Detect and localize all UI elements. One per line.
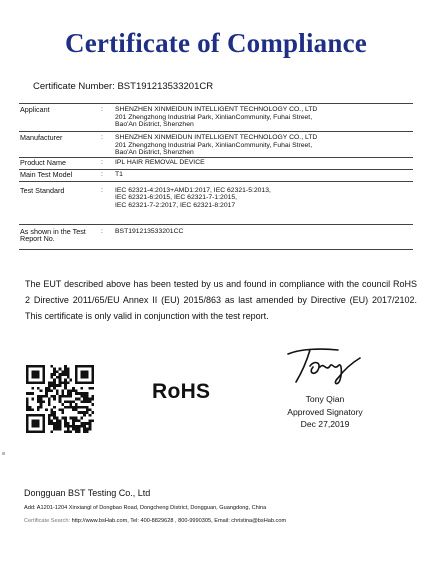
row-colon: : (98, 181, 115, 224)
applicant-value (115, 104, 413, 132)
signatory-role: Approved Signatory (287, 406, 363, 417)
table-row (19, 224, 413, 249)
row-label-test-report: As shown in the Test Report No. (19, 224, 98, 249)
company-name: Dongguan BST Testing Co., Ltd (24, 488, 151, 498)
row-colon: : (98, 132, 115, 158)
signatory-block (262, 393, 388, 431)
value-line: Bao'An District, Shenzhen (115, 121, 194, 129)
table-row (19, 181, 413, 224)
value-line: T1 (115, 170, 123, 178)
test-report-value (115, 224, 413, 249)
value-line: IEC 62321-6:2015, IEC 62321-7-1:2015, (115, 194, 238, 202)
value-line: IEC 62321-7-2:2017, IEC 62321-8:2017 (115, 201, 236, 209)
row-colon: : (98, 104, 115, 132)
value-line: SHENZHEN XINMEIDUN INTELLIGENT TECHNOLOGY CO., LTD (115, 134, 318, 141)
row-label-applicant: Applicant (19, 104, 98, 132)
test-standard-value (115, 181, 413, 224)
manufacturer-value (115, 132, 413, 158)
value-line: Bao'An District, Shenzhen (115, 149, 194, 157)
certificate-info-table (19, 103, 413, 250)
product-name-value (115, 157, 413, 169)
value-line: 201 Zhengzhong Industrial Park, XinlianCommunity, Fuhai Street, (115, 141, 313, 149)
qr-code (26, 365, 94, 433)
certificate-title: Certificate of Compliance (65, 28, 367, 58)
row-label-test-standard: Test Standard (19, 181, 98, 224)
table-row (19, 157, 413, 169)
value-line: BST191213533201CC (115, 227, 184, 235)
certificate-search-label: Certificate Search: (24, 518, 71, 524)
certificate-number: Certificate Number: BST191213533201CR (33, 81, 214, 92)
signature-date: Dec 27,2019 (300, 419, 350, 430)
signatory-name: Tony Qian (305, 394, 345, 404)
row-colon: : (98, 224, 115, 249)
table-row (19, 169, 413, 181)
value-line: 201 Zhengzhong Industrial Park, XinlianCommunity, Fuhai Street, (115, 113, 313, 121)
compliance-statement: The EUT described above has been tested by us and found in compliance with the council RoHS 2 Directive 2011/65/EU Annex II (EU) 2015/863 as last amended by Directive (EU) 2017/2102. This certificate is only valid in conjunction with the test report. (25, 279, 417, 321)
company-address: Add: A1201-1204 Xinxiangl of Dongbao Road, Dongcheng District, Dongguan, Guangdong, China (24, 505, 267, 511)
rohs-logo: RoHS (152, 380, 211, 403)
row-label-main-test-model: Main Test Model (19, 169, 98, 181)
row-label-product-name: Product Name (19, 157, 98, 169)
certificate-search (24, 518, 286, 524)
table-row (19, 132, 413, 158)
signature-image (280, 340, 372, 388)
page-mark (2, 452, 5, 455)
value-line: IPL HAIR REMOVAL DEVICE (115, 158, 205, 166)
certificate-search-text: http://www.bsHab.com, Tel: 400-8829628 , 800-9990305, Email: christina@bsHab.com (71, 518, 287, 524)
value-line: SHENZHEN XINMEIDUN INTELLIGENT TECHNOLOGY CO., LTD (115, 106, 318, 113)
row-colon: : (98, 157, 115, 169)
main-test-model-value (115, 169, 413, 181)
row-colon: : (98, 169, 115, 181)
value-line: IEC 62321-4:2013+AMD1:2017, IEC 62321-5:2013, (115, 186, 271, 194)
table-row (19, 104, 413, 132)
row-label-manufacturer: Manufacturer (19, 132, 98, 158)
